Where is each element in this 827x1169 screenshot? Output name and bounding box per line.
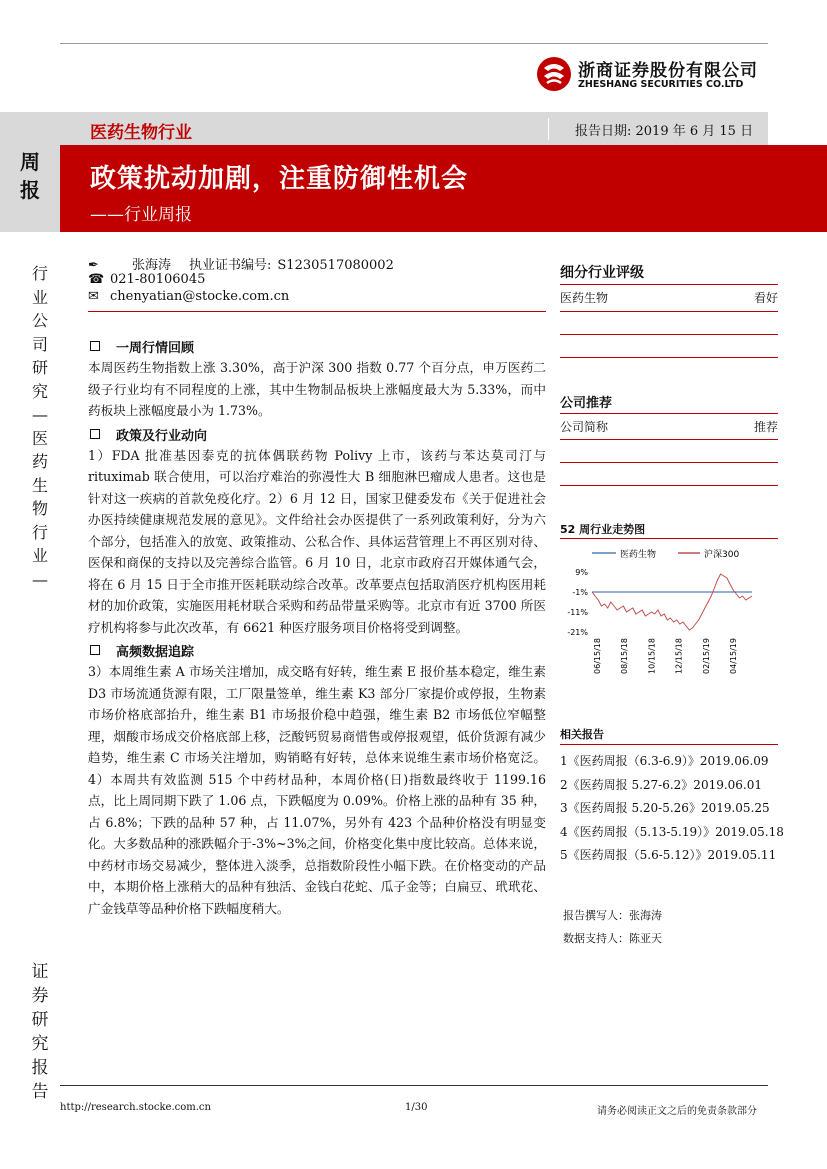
main-content bbox=[88, 335, 546, 919]
cert-label: 执业证书编号: bbox=[189, 258, 272, 273]
checkbox-bullet-icon bbox=[90, 341, 100, 351]
author-email[interactable]: chenyatian@stocke.com.cn bbox=[110, 289, 290, 304]
writer-label: 报告撰写人： bbox=[563, 909, 629, 922]
x-tick-label: 08/15/18 bbox=[620, 638, 630, 674]
footer-vertical-label: 证券研究报告 bbox=[31, 962, 49, 1102]
footer-rule bbox=[60, 1085, 768, 1086]
recommend-rule bbox=[560, 485, 778, 486]
mail-icon: ✉ bbox=[88, 289, 99, 304]
page-subtitle: ——行业周报 bbox=[90, 205, 192, 225]
related-title: 相关报告 bbox=[560, 728, 604, 741]
email-row bbox=[88, 289, 289, 307]
chart-y-axis bbox=[567, 568, 588, 637]
recommend-col-value: 推荐 bbox=[753, 420, 778, 434]
chart-series bbox=[592, 574, 752, 630]
section-paragraph: 3）本周维生素 A 市场关注增加，成交略有好转，维生素 E 报价基本稳定，维生素 D3 市场流通货源有限，工厂限量签单，维生素 K3 部分厂家提价或停报，生物素市场价格底部抬升，维生素 B1 市场报价稳中趋强，维生素 B2 市场低位窄幅整理，烟酸市场成交价格底部上移，泛酸钙贸易商惜售或停报观望，低价货源有减少趋势，维生素 C 市场关注增加，购销略有好转，总体来说维生素市场价格宽泛。4）本周共有效监测 515 个中药材品种，本周价格(日)指数最终收于 1199.16 点，比上周同期下跌了 1.06 点，下跌幅度为 0.09%。价格上涨的品种有 35 种，占 6.8%；下跌的品种 57 种，占 11.07%，另外有 423 个品种价格没有明显变化。大多数品种的涨跌幅介于-3%~3%之间，价格变化集中度比较高。总体来说，中药材市场交易减少，整体进入淡季，总指数阶段性小幅下跌。在价格变动的产品中，本期价格上涨稍大的品种有独活、金钱白花蛇、瓜子金等；白扁豆、玳玳花、广金钱草等品种价格下跌幅度稍大。 bbox=[88, 664, 546, 916]
x-tick-label: 02/15/19 bbox=[701, 638, 711, 674]
x-tick-label: 04/15/19 bbox=[729, 638, 738, 674]
rating-value: 看好 bbox=[753, 291, 778, 305]
section-paragraph: 本周医药生物指数上涨 3.30%，高于沪深 300 指数 0.77 个百分点，申万医药二级子行业均有不同程度的上涨，其中生物制品板块上涨幅度最大为 5.33%，而中药板块上涨幅度最小为 1.73%。 bbox=[88, 360, 546, 418]
company-name-en: ZHESHANG SECURITIES CO.LTD bbox=[578, 79, 744, 90]
footer-disclaimer: 请务必阅读正文之后的免责条款部分 bbox=[597, 1106, 757, 1117]
author-rule bbox=[88, 311, 546, 312]
related-reports-list bbox=[560, 752, 784, 870]
rating-rule bbox=[560, 334, 778, 335]
recommend-title: 公司推荐 bbox=[560, 396, 613, 411]
company-logo bbox=[536, 56, 776, 96]
related-report-item[interactable]: 1《医药周报（6.3-6.9）》2019.06.09 bbox=[560, 754, 769, 768]
industry-bar-separator bbox=[548, 118, 549, 140]
x-tick-label: 06/15/18 bbox=[593, 638, 602, 674]
report-type-vertical: 周报 bbox=[20, 150, 40, 202]
y-tick-label: -11% bbox=[567, 608, 588, 617]
support-name: 陈亚天 bbox=[629, 932, 662, 945]
recommend-col-name: 公司简称 bbox=[560, 420, 609, 434]
legend-label-2: 沪深300 bbox=[704, 550, 740, 560]
x-tick-label: 12/15/18 bbox=[674, 638, 684, 674]
related-report-item[interactable]: 4《医药周报（5.13-5.19）》2019.05.18 bbox=[560, 824, 784, 839]
top-rule bbox=[60, 43, 768, 44]
rating-rule bbox=[560, 357, 778, 358]
zheshang-logo-icon bbox=[536, 56, 572, 92]
related-report-item[interactable]: 5《医药周报（5.6-5.12）》2019.05.11 bbox=[560, 848, 777, 862]
author-row bbox=[88, 254, 394, 272]
rating-industry: 医药生物 bbox=[560, 291, 609, 305]
related-report-item[interactable]: 3《医药周报 5.20-5.26》2019.05.25 bbox=[560, 801, 770, 815]
industry-trend-chart bbox=[560, 540, 780, 710]
category-vertical-label: 行业公司研究—医药生物行业— bbox=[31, 264, 48, 589]
x-tick-label: 10/15/18 bbox=[647, 638, 657, 674]
section-heading: 政策及行业动向 bbox=[88, 425, 546, 445]
footer-url[interactable]: http://research.stocke.com.cn bbox=[60, 1102, 211, 1113]
series-line-2 bbox=[592, 574, 752, 630]
writer-name: 张海涛 bbox=[629, 909, 662, 922]
chart-x-axis bbox=[593, 638, 738, 674]
related-report-item[interactable]: 2《医药周报 5.27-6.2》2019.06.01 bbox=[560, 777, 763, 792]
rating-row bbox=[560, 289, 778, 306]
checkbox-bullet-icon bbox=[90, 645, 100, 655]
author-name: 张海涛 bbox=[132, 258, 172, 273]
pen-icon: ✒ bbox=[88, 258, 99, 273]
company-name-cn: 浙商证券股份有限公司 bbox=[578, 61, 758, 81]
page-title: 政策扰动加剧，注重防御性机会 bbox=[90, 164, 469, 194]
phone-row bbox=[88, 272, 205, 290]
rating-title: 细分行业评级 bbox=[560, 265, 644, 281]
recommend-rule bbox=[560, 439, 778, 440]
writer-row bbox=[563, 907, 662, 923]
rating-rule bbox=[560, 284, 778, 285]
recommend-rule bbox=[560, 413, 778, 414]
rating-rule bbox=[560, 311, 778, 312]
y-tick-label: -21% bbox=[567, 628, 588, 637]
phone-icon: ☎ bbox=[88, 272, 105, 287]
author-phone: 021-80106045 bbox=[110, 272, 206, 287]
recommend-header-row bbox=[560, 418, 778, 435]
recommend-rule bbox=[560, 462, 778, 463]
y-tick-label: 9% bbox=[575, 568, 588, 577]
checkbox-bullet-icon bbox=[90, 429, 100, 439]
chart-title: 52 周行业走势图 bbox=[560, 523, 646, 536]
section-heading: 一周行情回顾 bbox=[88, 337, 546, 357]
related-rule bbox=[560, 744, 778, 745]
chart-legend bbox=[592, 548, 739, 560]
cert-number: S1230517080002 bbox=[277, 258, 394, 273]
support-row bbox=[563, 930, 662, 946]
support-label: 数据支持人： bbox=[563, 932, 629, 945]
chart-rule bbox=[560, 538, 778, 539]
legend-label-1: 医药生物 bbox=[620, 550, 657, 560]
page-number: 1/30 bbox=[405, 1102, 428, 1113]
section-heading: 高频数据追踪 bbox=[88, 641, 546, 661]
y-tick-label: -1% bbox=[572, 588, 588, 597]
report-date: 报告日期: 2019 年 6 月 15 日 bbox=[575, 124, 754, 139]
section-paragraph: 1）FDA 批准基因泰克的抗体偶联药物 Polivy 上市，该药与苯达莫司汀与 rituximab 联合使用，可以治疗难治的弥漫性大 B 细胞淋巴瘤成人患者。这也是针对这一疾病的首款免疫化疗。2）6 月 12 日，国家卫健委发布《关于促进社会办医持续健康规范发展的意见》。文件给社会办医提供了一系列政策利好，分为六个部分，包括准入的放宽、政策推动、公私合作、具体运营管理上不再区别对待、医保和商保的支持以及完善综合监管。6 月 10 日，北京市政府召开媒体通气会，将在 6 月 15 日于全市推开医耗联动综合改革。改革要点包括取消医疗机构医用耗材的加价政策，实施医用耗材联合采购和药品带量采购等。北京市有近 3700 所医疗机构将参与此次改革，有 6621 种医疗服务项目价格将受到调整。 bbox=[88, 447, 546, 635]
industry-name: 医药生物行业 bbox=[90, 123, 192, 143]
